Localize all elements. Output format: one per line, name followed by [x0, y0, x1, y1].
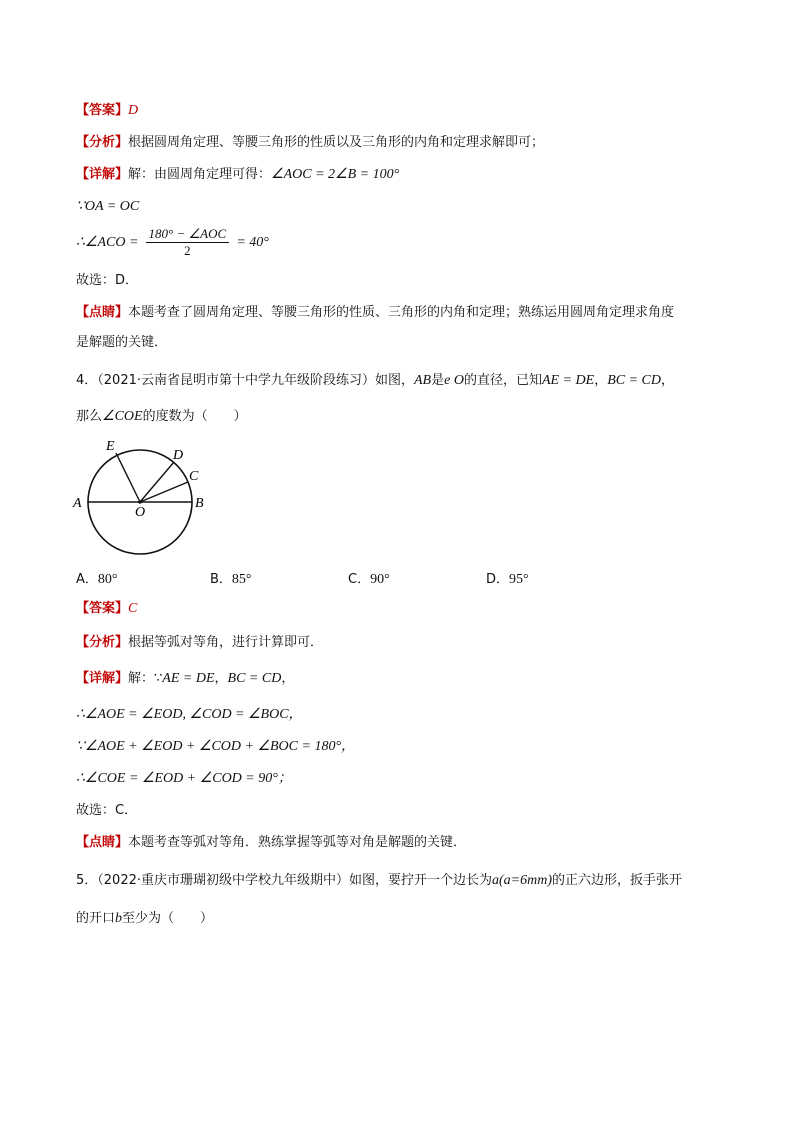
option-letter: A．	[76, 572, 98, 587]
option-d[interactable]	[486, 568, 529, 588]
q4-stem-angle: ∠COE	[102, 409, 143, 424]
q5-stem-line-1	[76, 872, 682, 890]
q4-stem-sep: ，	[661, 373, 675, 388]
q4-stem-line-1	[76, 372, 674, 390]
q4-stem-ab: AB	[414, 373, 432, 388]
q4-detail-line	[76, 670, 294, 688]
answer-value: D	[128, 103, 139, 118]
q5-stem-line-2	[76, 910, 213, 928]
q4-stem-circle: e O	[444, 373, 464, 388]
option-letter: D．	[486, 572, 510, 587]
q3-analysis-line	[76, 134, 544, 152]
option-value: 90°	[370, 572, 390, 587]
q4-stem-line-2	[76, 408, 247, 426]
option-value: 95°	[509, 572, 529, 587]
comment-text-1: 本题考查了圆周角定理、等腰三角形的性质、三角形的内角和定理；熟练运用圆周角定理求角度	[128, 305, 675, 320]
step-2-text: ∵∠AOE + ∠EOD + ∠COD + ∠BOC = 180°，	[76, 739, 356, 754]
q5-stem-text: 的正六边形，扳手张开	[552, 873, 683, 888]
comment-text: 本题考查等弧对等角．熟练掌握等弧等对角是解题的关键．	[128, 835, 467, 850]
label-o: O	[135, 505, 146, 520]
q5-stem-source: 5．（2022·重庆市珊瑚初级中学校九年级期中）如图，要拧开一个边长为	[76, 873, 492, 888]
q4-answer-line	[76, 600, 137, 618]
detail-intro: 解：由圆周角定理可得：	[128, 167, 272, 182]
q4-stem-arc-ae: AE = DE	[541, 373, 595, 388]
center-point	[138, 500, 142, 504]
label-e: E	[106, 439, 115, 454]
q4-step-3	[76, 770, 292, 788]
step-3-text: ∴∠COE = ∠EOD + ∠COD = 90°；	[76, 771, 292, 786]
q4-stem-text: 那么	[76, 409, 103, 424]
q5-stem-text: 的开口	[76, 911, 116, 926]
fraction	[146, 226, 230, 259]
circle-figure	[70, 436, 220, 562]
option-b[interactable]	[210, 568, 252, 588]
fraction-denominator: 2	[184, 243, 191, 258]
analysis-text: 根据圆周角定理、等腰三角形的性质以及三角形的内角和定理求解即可；	[128, 135, 545, 150]
label-a: A	[73, 496, 82, 511]
choose-text: 故选：C．	[76, 803, 138, 818]
q4-step-2	[76, 738, 355, 756]
q3-answer-line	[76, 102, 138, 120]
because-statement: ∵OA = OC	[76, 199, 140, 214]
option-a[interactable]	[76, 568, 118, 588]
option-value: 80°	[97, 572, 118, 587]
q3-therefore-line	[76, 226, 269, 259]
detail-intro: 解：∵	[128, 671, 163, 686]
option-letter: C．	[348, 572, 371, 587]
analysis-tag: 【分析】	[76, 135, 129, 150]
q4-comment-line	[76, 834, 466, 852]
detail-sep: ，	[281, 671, 295, 686]
q3-detail-line	[76, 166, 399, 184]
radius-od	[140, 462, 174, 502]
q4-stem-arc-bc: BC = CD	[607, 373, 661, 388]
answer-value: C	[128, 601, 138, 616]
option-c[interactable]	[348, 568, 390, 588]
q4-stem-text: 的度数为（ ）	[142, 409, 247, 424]
option-letter: B．	[210, 572, 232, 587]
q5-stem-text: 至少为（ ）	[122, 911, 214, 926]
label-d: D	[173, 448, 184, 463]
q4-stem-text: 是	[431, 373, 445, 388]
label-b: B	[195, 496, 204, 511]
therefore-lhs: ∴∠ACO =	[76, 235, 139, 250]
label-c: C	[189, 469, 199, 484]
detail-arc-2: BC = CD	[227, 671, 282, 686]
comment-tag: 【点睛】	[76, 835, 129, 850]
q4-stem-source: 4．（2021·云南省昆明市第十中学九年级阶段练习）如图，	[76, 373, 414, 388]
radius-oe	[116, 453, 140, 502]
fraction-numerator: 180° − ∠AOC	[146, 226, 230, 243]
q4-analysis-line	[76, 634, 323, 652]
step-1-text: ∴∠AOE = ∠EOD, ∠COD = ∠BOC，	[76, 707, 303, 722]
q4-stem-sep: ，	[594, 373, 608, 388]
answer-tag: 【答案】	[76, 601, 129, 616]
q3-comment-line	[76, 304, 674, 322]
q5-stem-a: a(a=6mm)	[492, 873, 552, 888]
analysis-text: 根据等弧对等角，进行计算即可．	[128, 635, 324, 650]
q4-step-1	[76, 706, 303, 724]
detail-tag: 【详解】	[76, 671, 129, 686]
q4-choose-line	[76, 802, 137, 820]
analysis-tag: 【分析】	[76, 635, 129, 650]
choose-text: 故选：D．	[76, 273, 139, 288]
detail-tag: 【详解】	[76, 167, 129, 182]
q4-stem-text: 的直径，已知	[463, 373, 542, 388]
q5-stem-b: b	[115, 911, 123, 926]
q3-comment-line-2	[76, 334, 167, 352]
radius-oc	[140, 482, 188, 502]
option-value: 85°	[231, 572, 252, 587]
detail-arc-1: AE = DE	[162, 671, 215, 686]
comment-tag: 【点睛】	[76, 305, 129, 320]
therefore-rhs: = 40°	[236, 235, 269, 250]
q3-because-line	[76, 198, 139, 216]
detail-equation: ∠AOC = 2∠B = 100°	[271, 167, 400, 182]
comment-text-2: 是解题的关键．	[76, 335, 168, 350]
detail-sep: ，	[214, 671, 228, 686]
answer-tag: 【答案】	[76, 103, 129, 118]
q3-choose-line	[76, 272, 138, 290]
